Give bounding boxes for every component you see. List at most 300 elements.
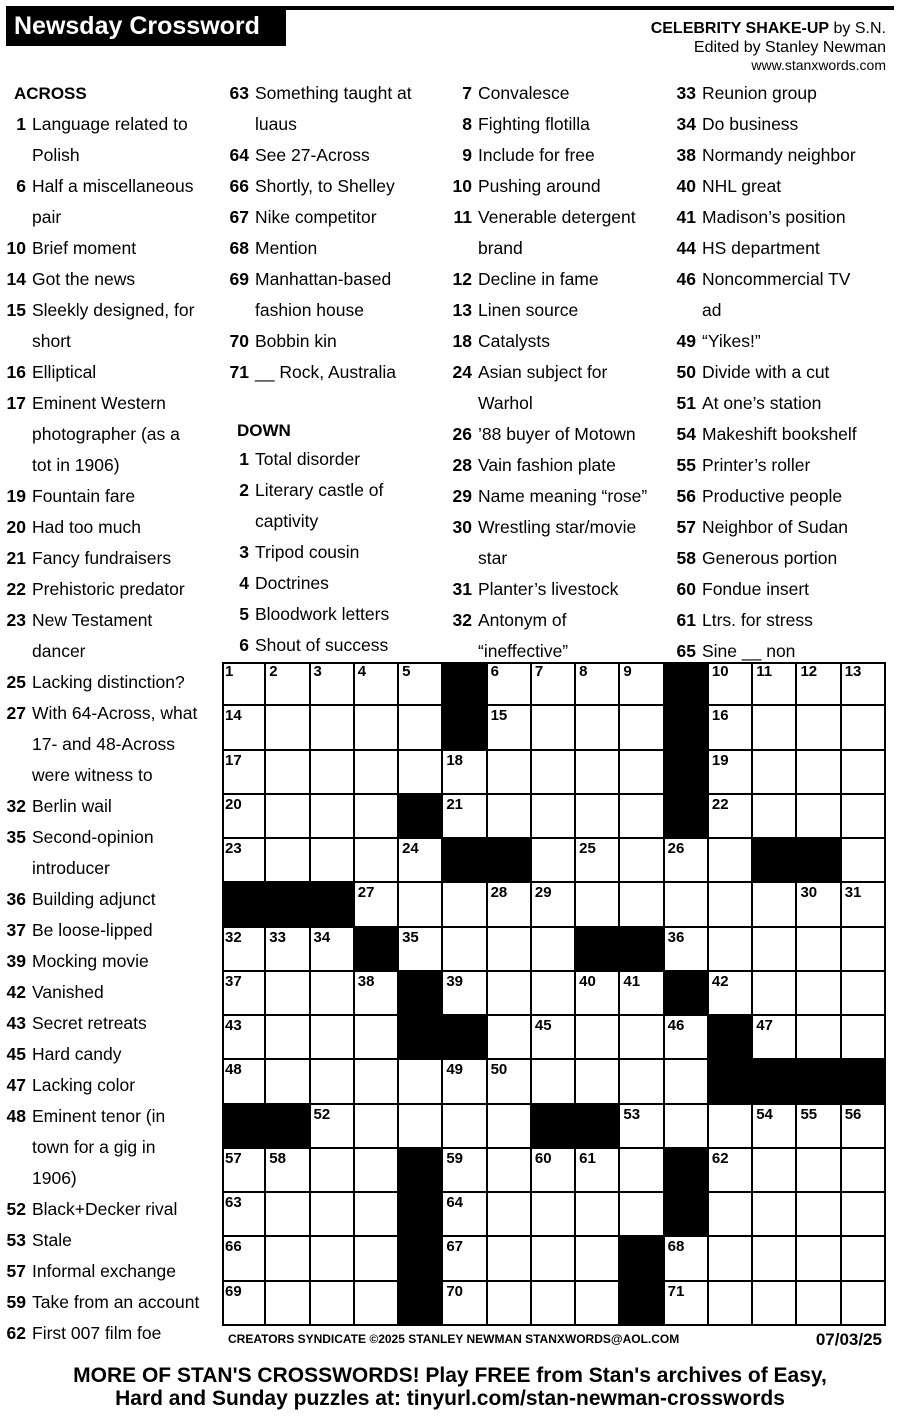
grid-cell[interactable] [488, 928, 532, 972]
clue-text: Elliptical [32, 362, 97, 382]
grid-cell[interactable] [842, 751, 886, 795]
grid-cell[interactable] [488, 883, 532, 927]
grid-cell[interactable] [576, 1149, 620, 1193]
grid-cell[interactable] [222, 1016, 266, 1060]
grid-cell[interactable] [443, 795, 487, 839]
grid-cell[interactable] [266, 928, 310, 972]
grid-cell[interactable] [222, 706, 266, 750]
grid-cell[interactable] [709, 795, 753, 839]
grid-cell[interactable] [709, 751, 753, 795]
grid-cell[interactable] [266, 706, 310, 750]
down-clue[interactable] [676, 388, 896, 419]
grid-cell[interactable] [311, 795, 355, 839]
grid-cell[interactable] [620, 751, 664, 795]
grid-cell[interactable] [266, 1237, 310, 1281]
clue-text: Informal exchange [32, 1261, 176, 1281]
grid-cell[interactable] [222, 1149, 266, 1193]
grid-cell[interactable] [488, 1016, 532, 1060]
down-clue[interactable] [452, 481, 672, 512]
down-clue[interactable] [676, 171, 896, 202]
grid-cell[interactable] [532, 883, 576, 927]
grid-cell[interactable] [222, 1060, 266, 1104]
grid-cell[interactable] [222, 662, 266, 706]
cell-number: 59 [446, 1149, 464, 1167]
grid-cell[interactable] [797, 1149, 841, 1193]
grid-cell[interactable] [576, 839, 620, 883]
grid-cell[interactable] [620, 972, 664, 1016]
grid-cell[interactable] [576, 662, 620, 706]
grid-cell[interactable] [665, 1282, 709, 1326]
across-clue[interactable] [6, 1008, 216, 1039]
grid-cell[interactable] [355, 1149, 399, 1193]
grid-cell[interactable] [797, 1105, 841, 1149]
across-clue[interactable] [6, 1070, 216, 1101]
down-clue[interactable] [676, 357, 896, 388]
across-clue[interactable] [6, 946, 216, 977]
grid-cell[interactable] [355, 795, 399, 839]
across-clue[interactable] [6, 357, 216, 388]
grid-cell[interactable] [443, 1149, 487, 1193]
clue-number: 55 [676, 455, 696, 475]
grid-cell[interactable] [576, 1282, 620, 1326]
grid-cell[interactable] [222, 1282, 266, 1326]
across-clue[interactable] [229, 171, 449, 202]
grid-cell[interactable] [576, 751, 620, 795]
grid-cell[interactable] [620, 706, 664, 750]
grid-cell[interactable] [842, 1016, 886, 1060]
grid-cell[interactable] [753, 883, 797, 927]
clue-number: 10 [452, 176, 472, 196]
grid-cell[interactable] [222, 1193, 266, 1237]
grid-cell[interactable] [620, 1060, 664, 1104]
grid-cell[interactable] [311, 839, 355, 883]
grid-cell[interactable] [399, 751, 443, 795]
grid-cell[interactable] [665, 1016, 709, 1060]
clue-text: Name meaning “rose” [478, 486, 648, 506]
across-clue[interactable] [6, 1101, 216, 1194]
grid-cell[interactable] [842, 1282, 886, 1326]
grid-cell[interactable] [665, 1060, 709, 1104]
grid-cell[interactable] [532, 1149, 576, 1193]
grid-cell[interactable] [576, 883, 620, 927]
grid-cell[interactable] [488, 1282, 532, 1326]
grid-cell[interactable] [266, 839, 310, 883]
grid-cell[interactable] [266, 751, 310, 795]
down-clue[interactable] [676, 202, 896, 233]
clue-text: See 27-Across [255, 145, 370, 165]
grid-cell[interactable] [311, 1016, 355, 1060]
grid-cell[interactable] [576, 1193, 620, 1237]
down-clue[interactable] [676, 450, 896, 481]
down-clue[interactable] [452, 171, 672, 202]
grid-cell[interactable] [311, 706, 355, 750]
down-clue[interactable] [676, 419, 896, 450]
grid-cell[interactable] [620, 1193, 664, 1237]
grid-cell[interactable] [753, 1282, 797, 1326]
grid-cell[interactable] [797, 751, 841, 795]
grid-cell[interactable] [665, 1105, 709, 1149]
down-clue[interactable] [452, 295, 672, 326]
across-clue[interactable] [6, 915, 216, 946]
across-clue[interactable] [6, 977, 216, 1008]
down-clue[interactable] [676, 574, 896, 605]
clue-number: 39 [6, 951, 26, 971]
down-clue[interactable] [676, 140, 896, 171]
across-clue[interactable] [6, 791, 216, 822]
across-clue[interactable] [229, 202, 449, 233]
grid-cell[interactable] [797, 928, 841, 972]
grid-cell[interactable] [443, 1060, 487, 1104]
down-clue[interactable] [452, 264, 672, 295]
down-clue[interactable] [676, 78, 896, 109]
grid-cell[interactable] [222, 839, 266, 883]
down-clue[interactable] [452, 450, 672, 481]
grid-cell[interactable] [620, 1105, 664, 1149]
across-clue[interactable] [6, 109, 216, 171]
across-clue[interactable] [6, 1318, 216, 1349]
grid-cell[interactable] [488, 751, 532, 795]
grid-cell[interactable] [532, 1060, 576, 1104]
clue-text: Makeshift bookshelf [702, 424, 857, 444]
across-clue[interactable] [229, 326, 449, 357]
grid-cell[interactable] [842, 706, 886, 750]
grid-cell[interactable] [620, 1016, 664, 1060]
grid-cell[interactable] [797, 1016, 841, 1060]
down-clue[interactable] [452, 574, 672, 605]
grid-cell[interactable] [576, 706, 620, 750]
grid-cell[interactable] [532, 795, 576, 839]
grid-cell[interactable] [311, 662, 355, 706]
cell-number: 41 [623, 972, 641, 990]
clue-text: Something taught at luaus [255, 83, 412, 134]
down-clue[interactable] [676, 264, 896, 326]
across-clue[interactable] [6, 698, 216, 791]
grid-cell[interactable] [266, 1016, 310, 1060]
grid-cell[interactable] [842, 928, 886, 972]
grid-cell[interactable] [532, 1193, 576, 1237]
clue-text: Doctrines [255, 573, 329, 593]
down-clue[interactable] [229, 568, 449, 599]
grid-cell[interactable] [443, 883, 487, 927]
clue-text: Sleekly designed, for short [32, 300, 195, 351]
grid-cell[interactable] [797, 883, 841, 927]
grid-cell[interactable] [842, 662, 886, 706]
down-clue[interactable] [676, 512, 896, 543]
across-clue[interactable] [6, 574, 216, 605]
grid-cell[interactable] [709, 706, 753, 750]
grid-cell[interactable] [842, 1105, 886, 1149]
grid-cell[interactable] [311, 928, 355, 972]
across-clue[interactable] [229, 357, 449, 388]
grid-block [443, 662, 487, 706]
grid-cell[interactable] [488, 1193, 532, 1237]
clue-text: Eminent Western photographer (as a tot in 1906) [32, 393, 180, 475]
grid-cell[interactable] [443, 1237, 487, 1281]
grid-cell[interactable] [488, 1060, 532, 1104]
grid-cell[interactable] [709, 928, 753, 972]
grid-cell[interactable] [709, 1105, 753, 1149]
grid-cell[interactable] [753, 1149, 797, 1193]
clue-number: 3 [239, 542, 249, 562]
clue-text: Berlin wail [32, 796, 112, 816]
grid-cell[interactable] [266, 972, 310, 1016]
down-clue[interactable] [452, 326, 672, 357]
grid-cell[interactable] [355, 1016, 399, 1060]
grid-cell[interactable] [753, 751, 797, 795]
across-clue[interactable] [229, 140, 449, 171]
down-clue[interactable] [229, 630, 449, 661]
down-clue[interactable] [452, 78, 672, 109]
grid-cell[interactable] [797, 1282, 841, 1326]
grid-cell[interactable] [399, 883, 443, 927]
grid-cell[interactable] [753, 928, 797, 972]
grid-cell[interactable] [842, 883, 886, 927]
grid-cell[interactable] [311, 972, 355, 1016]
down-clue[interactable] [229, 475, 449, 537]
grid-cell[interactable] [532, 839, 576, 883]
grid-cell[interactable] [355, 972, 399, 1016]
down-clue[interactable] [229, 599, 449, 630]
grid-cell[interactable] [311, 1060, 355, 1104]
grid-cell[interactable] [355, 662, 399, 706]
grid-cell[interactable] [709, 972, 753, 1016]
grid-cell[interactable] [222, 1237, 266, 1281]
grid-cell[interactable] [532, 1237, 576, 1281]
grid-cell[interactable] [576, 1237, 620, 1281]
across-clue[interactable] [6, 543, 216, 574]
grid-cell[interactable] [488, 1149, 532, 1193]
clue-text: Black+Decker rival [32, 1199, 178, 1219]
cell-number: 47 [756, 1017, 773, 1035]
grid-cell[interactable] [709, 1282, 753, 1326]
down-clue[interactable] [229, 537, 449, 568]
grid-cell[interactable] [709, 883, 753, 927]
down-clue[interactable] [452, 605, 672, 667]
grid-cell[interactable] [797, 662, 841, 706]
grid-cell[interactable] [488, 972, 532, 1016]
grid-cell[interactable] [488, 1105, 532, 1149]
grid-cell[interactable] [576, 1060, 620, 1104]
cell-number: 1 [225, 663, 234, 680]
grid-cell[interactable] [620, 883, 664, 927]
grid-cell[interactable] [797, 1237, 841, 1281]
clue-text: Mocking movie [32, 951, 149, 971]
grid-cell[interactable] [709, 1193, 753, 1237]
grid-cell[interactable] [797, 706, 841, 750]
grid-cell[interactable] [355, 751, 399, 795]
down-clue[interactable] [452, 140, 672, 171]
grid-cell[interactable] [576, 1016, 620, 1060]
grid-cell[interactable] [311, 1237, 355, 1281]
grid-cell[interactable] [665, 928, 709, 972]
grid-cell[interactable] [443, 1282, 487, 1326]
grid-cell[interactable] [709, 662, 753, 706]
clue-number: 54 [676, 424, 696, 444]
grid-cell[interactable] [355, 1105, 399, 1149]
grid-cell[interactable] [665, 839, 709, 883]
grid-cell[interactable] [797, 1193, 841, 1237]
down-clue[interactable] [676, 543, 896, 574]
grid-cell[interactable] [532, 1016, 576, 1060]
clue-number: 27 [6, 703, 26, 723]
grid-cell[interactable] [665, 1237, 709, 1281]
grid-cell[interactable] [355, 1060, 399, 1104]
across-clue[interactable] [6, 264, 216, 295]
grid-cell[interactable] [222, 928, 266, 972]
grid-cell[interactable] [355, 706, 399, 750]
grid-cell[interactable] [311, 1149, 355, 1193]
grid-cell[interactable] [620, 795, 664, 839]
across-clue[interactable] [6, 667, 216, 698]
grid-cell[interactable] [399, 706, 443, 750]
down-clue[interactable] [452, 419, 672, 450]
grid-cell[interactable] [399, 662, 443, 706]
grid-cell[interactable] [399, 1105, 443, 1149]
cell-number: 33 [269, 928, 286, 946]
grid-cell[interactable] [797, 795, 841, 839]
grid-cell[interactable] [532, 972, 576, 1016]
grid-cell[interactable] [266, 1149, 310, 1193]
cell-number: 27 [357, 884, 375, 902]
grid-cell[interactable] [488, 662, 532, 706]
grid-cell[interactable] [311, 751, 355, 795]
clue-number: 21 [6, 548, 26, 568]
grid-cell[interactable] [709, 1237, 753, 1281]
grid-cell[interactable] [753, 1237, 797, 1281]
across-clue[interactable] [6, 1194, 216, 1225]
across-clue[interactable] [6, 1256, 216, 1287]
grid-cell[interactable] [620, 662, 664, 706]
across-clue[interactable] [6, 1225, 216, 1256]
down-clue[interactable] [452, 512, 672, 574]
grid-cell[interactable] [399, 1060, 443, 1104]
grid-cell[interactable] [355, 839, 399, 883]
grid-cell[interactable] [665, 883, 709, 927]
grid-cell[interactable] [355, 1193, 399, 1237]
grid-cell[interactable] [488, 1237, 532, 1281]
grid-cell[interactable] [576, 972, 620, 1016]
grid-cell[interactable] [753, 972, 797, 1016]
grid-cell[interactable] [488, 795, 532, 839]
across-clue[interactable] [6, 1287, 216, 1318]
grid-cell[interactable] [753, 1105, 797, 1149]
grid-cell[interactable] [443, 972, 487, 1016]
down-clue[interactable] [676, 326, 896, 357]
across-clue[interactable] [6, 233, 216, 264]
grid-cell[interactable] [488, 706, 532, 750]
grid-cell[interactable] [753, 662, 797, 706]
across-clue[interactable] [6, 481, 216, 512]
grid-cell[interactable] [266, 1060, 310, 1104]
cell-number: 34 [313, 928, 331, 946]
grid-cell[interactable] [842, 1149, 886, 1193]
across-clue[interactable] [6, 171, 216, 233]
grid-cell[interactable] [753, 706, 797, 750]
grid-cell[interactable] [842, 972, 886, 1016]
across-clue[interactable] [229, 78, 449, 140]
grid-cell[interactable] [532, 751, 576, 795]
grid-cell[interactable] [311, 1282, 355, 1326]
down-clue[interactable] [452, 109, 672, 140]
down-clue[interactable] [676, 233, 896, 264]
down-clue[interactable] [676, 109, 896, 140]
cell-number: 68 [667, 1238, 685, 1256]
grid-cell[interactable] [443, 1193, 487, 1237]
grid-cell[interactable] [753, 1016, 797, 1060]
grid-cell[interactable] [797, 972, 841, 1016]
cell-number: 16 [711, 707, 729, 725]
grid-cell[interactable] [709, 1149, 753, 1193]
grid-cell[interactable] [266, 1193, 310, 1237]
grid-cell[interactable] [266, 662, 310, 706]
grid-cell[interactable] [709, 839, 753, 883]
down-clue[interactable] [676, 605, 896, 636]
grid-cell[interactable] [753, 795, 797, 839]
grid-cell[interactable] [620, 839, 664, 883]
grid-cell[interactable] [355, 1282, 399, 1326]
grid-block [620, 928, 664, 972]
across-clue[interactable] [6, 1039, 216, 1070]
grid-cell[interactable] [355, 883, 399, 927]
across-clue[interactable] [229, 264, 449, 326]
grid-cell[interactable] [576, 795, 620, 839]
across-clue[interactable] [6, 822, 216, 884]
clue-text: Lacking color [32, 1075, 136, 1095]
down-clue[interactable] [229, 444, 449, 475]
grid-cell[interactable] [222, 972, 266, 1016]
across-clue[interactable] [6, 884, 216, 915]
grid-cell[interactable] [399, 839, 443, 883]
grid-cell[interactable] [842, 795, 886, 839]
grid-cell[interactable] [266, 1282, 310, 1326]
grid-cell[interactable] [532, 1282, 576, 1326]
grid-cell[interactable] [842, 1237, 886, 1281]
grid-cell[interactable] [443, 751, 487, 795]
crossword-grid[interactable] [222, 662, 886, 1326]
clue-text: Total disorder [255, 449, 361, 469]
grid-cell[interactable] [222, 751, 266, 795]
down-clue[interactable] [452, 202, 672, 264]
grid-cell[interactable] [842, 839, 886, 883]
across-clue[interactable] [229, 233, 449, 264]
grid-cell[interactable] [399, 928, 443, 972]
across-clue[interactable] [6, 512, 216, 543]
grid-cell[interactable] [532, 662, 576, 706]
grid-cell[interactable] [753, 1193, 797, 1237]
grid-cell[interactable] [443, 928, 487, 972]
down-column-1 [229, 444, 449, 661]
across-clue[interactable] [6, 605, 216, 667]
grid-cell[interactable] [311, 1193, 355, 1237]
cell-number: 64 [446, 1194, 464, 1212]
grid-cell[interactable] [266, 795, 310, 839]
grid-cell[interactable] [532, 706, 576, 750]
grid-cell[interactable] [311, 1105, 355, 1149]
down-clue[interactable] [452, 357, 672, 419]
grid-cell[interactable] [532, 928, 576, 972]
cell-number: 24 [402, 840, 419, 858]
across-clue[interactable] [6, 295, 216, 357]
across-clue[interactable] [6, 388, 216, 481]
grid-cell[interactable] [355, 1237, 399, 1281]
grid-cell[interactable] [620, 1149, 664, 1193]
cell-number: 52 [313, 1105, 331, 1123]
grid-cell[interactable] [842, 1193, 886, 1237]
clue-text: Fighting flotilla [478, 114, 590, 134]
grid-cell[interactable] [222, 795, 266, 839]
down-clue[interactable] [676, 481, 896, 512]
grid-cell[interactable] [443, 1105, 487, 1149]
